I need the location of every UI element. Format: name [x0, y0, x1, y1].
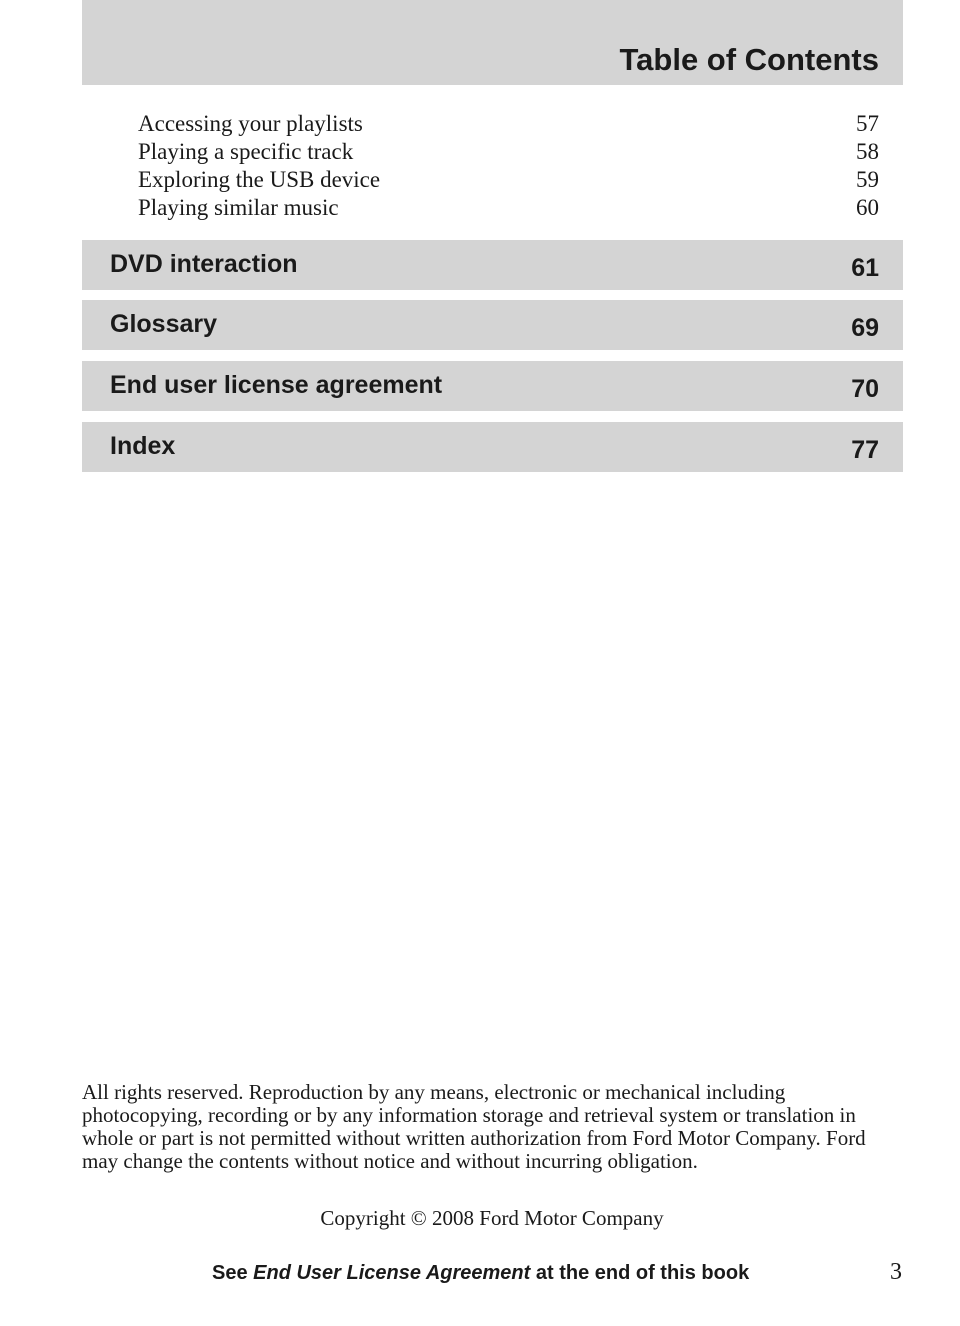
footer-suffix: at the end of this book	[535, 1262, 750, 1284]
header-band	[82, 0, 903, 85]
rights-notice: All rights reserved. Reproduction by any means, electronic or mechanical including photocopying, recording or by any information storage and retrieval system or translation in whole or part is not permitted without written authorization from Ford Motor Company. Ford may change the contents without notice and without incurring obligation.	[82, 1080, 866, 1173]
toc-subentry-label: Accessing your playlists	[138, 111, 363, 136]
toc-subentry-label: Playing similar music	[138, 195, 339, 220]
page-number: 3	[890, 1259, 902, 1285]
toc-subentry[interactable]	[138, 166, 879, 194]
toc-section-glossary[interactable]	[82, 300, 903, 350]
toc-subentry-page: 60	[856, 195, 879, 220]
toc-subentry[interactable]	[138, 138, 879, 166]
toc-section-page: 69	[851, 314, 879, 342]
toc-subentry-page: 58	[856, 139, 879, 164]
toc-section-title: Index	[110, 432, 176, 460]
toc-section-page: 70	[851, 375, 879, 403]
toc-section-end-user-license-agreement[interactable]	[82, 361, 903, 411]
footer-emphasis: End User License Agreement	[253, 1262, 531, 1284]
toc-section-page: 77	[851, 436, 879, 464]
page-title: Table of Contents	[619, 42, 879, 77]
toc-section-title: DVD interaction	[110, 250, 298, 278]
toc-subentry-page: 57	[856, 111, 879, 136]
toc-section-dvd-interaction[interactable]	[82, 240, 903, 290]
footer-note	[212, 1259, 749, 1287]
toc-section-index[interactable]	[82, 422, 903, 472]
toc-section-title: Glossary	[110, 310, 218, 338]
toc-subentry-label: Exploring the USB device	[138, 167, 381, 192]
toc-subentry[interactable]	[138, 110, 879, 138]
toc-section-page: 61	[851, 254, 879, 282]
footer-prefix: See	[212, 1262, 248, 1284]
toc-subentries	[138, 110, 879, 222]
toc-subentry-label: Playing a specific track	[138, 139, 354, 164]
toc-section-title: End user license agreement	[110, 371, 443, 399]
toc-subentry-page: 59	[856, 167, 879, 192]
toc-subentry[interactable]	[138, 194, 879, 222]
copyright-notice: Copyright © 2008 Ford Motor Company	[320, 1206, 664, 1230]
